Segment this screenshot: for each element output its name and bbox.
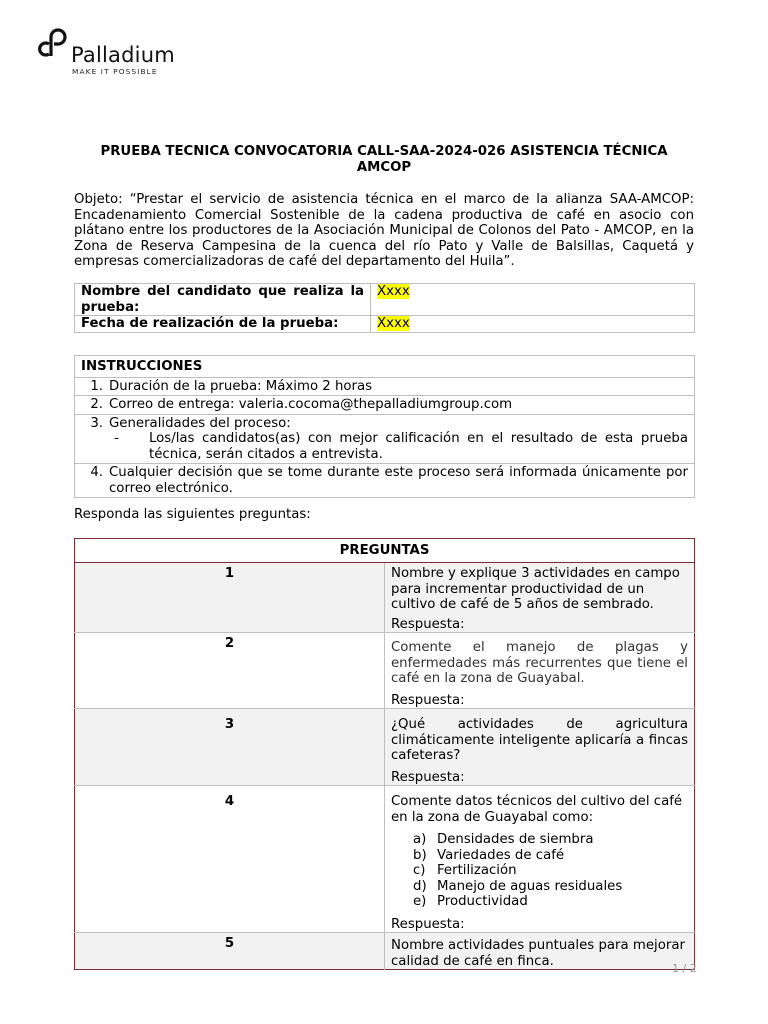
option-item: [391, 848, 688, 864]
option-letter: d): [413, 878, 427, 894]
instructions-table: [74, 355, 695, 498]
instruction-item: [75, 414, 695, 464]
question-row: [75, 633, 695, 709]
test-date-cell[interactable]: [371, 316, 695, 333]
bullet-dash: -: [114, 431, 119, 446]
option-text: Productividad: [437, 894, 528, 909]
option-item: [391, 879, 688, 895]
question-row: [75, 786, 695, 933]
candidate-table: [74, 283, 695, 333]
option-text: Fertilización: [437, 863, 517, 878]
instruction-number: 4.: [90, 465, 103, 480]
palladium-mark-icon: [37, 28, 71, 62]
test-date-value: Xxxx: [377, 316, 410, 331]
option-text: Densidades de siembra: [437, 832, 594, 847]
answer-label[interactable]: Respuesta:: [391, 692, 465, 708]
instruction-number: 2.: [90, 397, 103, 412]
option-item: [391, 894, 688, 910]
test-date-row: [75, 316, 695, 333]
instructions-header: INSTRUCCIONES: [75, 356, 695, 378]
option-item: [391, 832, 688, 848]
option-letter: b): [413, 847, 427, 863]
test-date-label: Fecha de realización de la prueba:: [75, 316, 371, 333]
instruction-text: Correo de entrega: valeria.cocoma@thepalladiumgroup.com: [109, 397, 513, 412]
question-text: ¿Qué actividades de agricultura climáticamente inteligente aplicaría a fincas cafeteras?: [391, 717, 688, 763]
question-row: [75, 709, 695, 786]
question-row: [75, 563, 695, 633]
option-letter: a): [413, 832, 427, 847]
candidate-name-cell[interactable]: [371, 284, 695, 316]
instruction-text: Cualquier decisión que se tome durante este proceso será informada únicamente por correo electrónico.: [109, 465, 688, 496]
instruction-text: Duración de la prueba: Máximo 2 horas: [109, 378, 373, 394]
question-number: 5: [75, 933, 385, 970]
objeto-paragraph: Objeto: “Prestar el servicio de asistencia técnica en el marco de la alianza SAA-AMCOP: Encadenamiento Comercial Sostenible de la cadena productiva de café en asocio con plátano entre los productores de la Asociación Municipal de Colonos del Pato - AMCOP, en la Zona de Reserva Campesina de la cuenca del río Pato y Valle de Balsillas, Caquetá y empresas comercializadoras de café del departamento del Huila”.: [74, 192, 694, 269]
candidate-name-label: Nombre del candidato que realiza la prueba:: [75, 284, 371, 316]
questions-table: [74, 538, 695, 970]
option-text: Manejo de aguas residuales: [437, 878, 623, 894]
logo-tagline: MAKE IT POSSIBLE: [72, 67, 158, 76]
question-row: [75, 933, 695, 970]
answer-label[interactable]: Respuesta:: [391, 916, 465, 932]
option-letter: e): [413, 894, 427, 909]
instruction-item: [75, 377, 695, 396]
instruction-item: [75, 464, 695, 498]
question-options: [391, 832, 688, 910]
question-text: Nombre actividades puntuales para mejorar calidad de café en finca.: [391, 938, 685, 969]
questions-header: PREGUNTAS: [75, 539, 695, 563]
option-item: [391, 863, 688, 879]
document-title: PRUEBA TECNICA CONVOCATORIA CALL-SAA-2024-026 ASISTENCIA TÉCNICA AMCOP: [100, 144, 668, 175]
option-text: Variedades de café: [437, 847, 565, 863]
question-number: 2: [75, 633, 385, 709]
question-text: Nombre y explique 3 actividades en campo para incrementar productividad de un cultivo de café de 5 años de sembrado.: [391, 566, 680, 612]
instruction-item: [75, 396, 695, 415]
candidate-name-value: Xxxx: [377, 284, 410, 299]
answer-label[interactable]: Respuesta:: [391, 616, 465, 632]
question-number: 4: [75, 786, 385, 933]
instruction-subtext: Los/las candidatos(as) con mejor calificación en el resultado de esta prueba técnica, serán citados a entrevista.: [149, 431, 688, 462]
instruction-number: 1.: [90, 378, 103, 394]
question-number: 3: [75, 709, 385, 786]
questions-prompt: Responda las siguientes preguntas:: [74, 507, 311, 522]
page-number: 1 / 2: [672, 962, 697, 975]
candidate-name-row: [75, 284, 695, 316]
answer-label[interactable]: Respuesta:: [391, 769, 465, 785]
instruction-number: 3.: [90, 415, 103, 431]
option-letter: c): [413, 863, 426, 878]
question-text: Comente el manejo de plagas y enfermedades más recurrentes que tiene el café en la zona de Guayabal.: [391, 640, 688, 686]
logo-name: Palladium: [71, 43, 175, 67]
palladium-logo: [37, 28, 197, 78]
question-number: 1: [75, 563, 385, 633]
instruction-text: Generalidades del proceso:: [109, 415, 291, 431]
question-text: Comente datos técnicos del cultivo del café en la zona de Guayabal como:: [391, 794, 683, 825]
